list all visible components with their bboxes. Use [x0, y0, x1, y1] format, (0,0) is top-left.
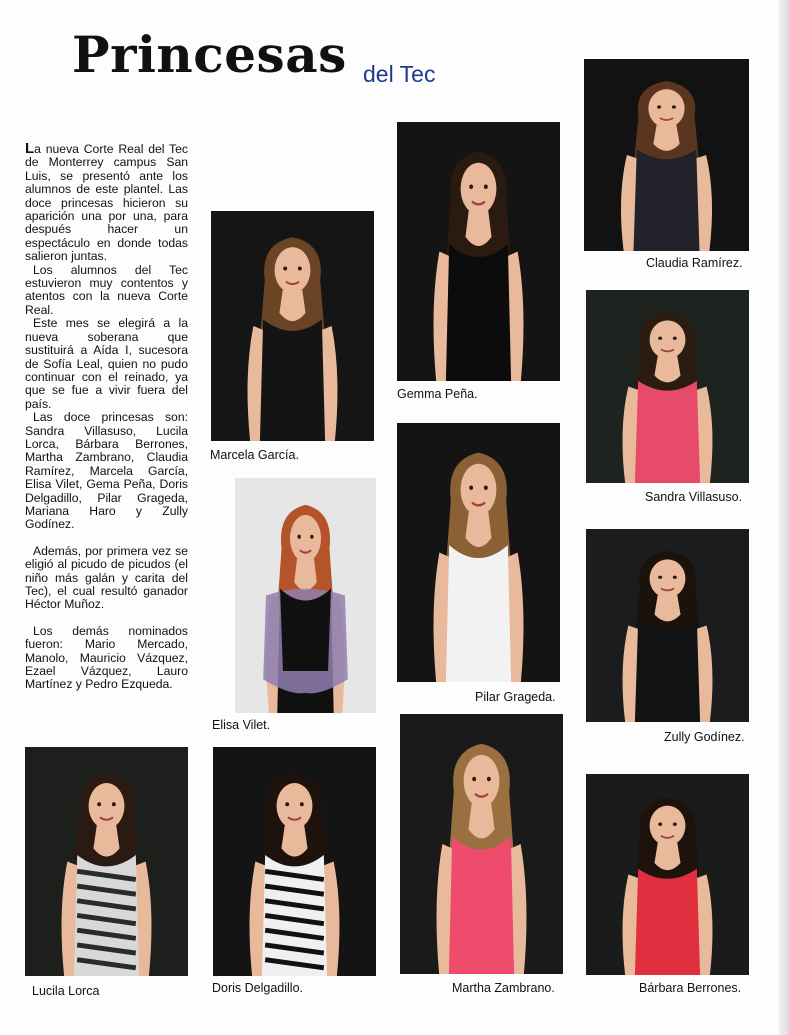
eye: [469, 486, 473, 490]
face: [650, 806, 686, 846]
neck: [653, 125, 679, 151]
photo-lucila-lorca: [25, 747, 188, 976]
photo-sandra-villasuso: [586, 290, 749, 483]
portrait-illustration: [397, 122, 560, 381]
photo-pilar-grageda: [397, 423, 560, 682]
eye: [487, 777, 491, 781]
face: [275, 247, 311, 293]
eye: [97, 802, 101, 806]
neck: [654, 843, 680, 870]
eye: [285, 802, 289, 806]
caption-elisa-vilet: Elisa Vilet.: [212, 718, 271, 732]
caption-pilar-grageda: Pilar Grageda.: [475, 690, 556, 704]
photo-marcela-garcia: [211, 211, 374, 441]
eye: [658, 576, 662, 579]
portrait-illustration: [213, 747, 376, 976]
face: [650, 320, 686, 359]
photo-martha-zambrano: [400, 714, 563, 974]
portrait-illustration: [586, 774, 749, 975]
dress: [634, 150, 700, 251]
portrait-illustration: [584, 59, 749, 251]
neck: [468, 803, 494, 838]
face: [464, 755, 500, 807]
page-title: Princesas: [72, 25, 347, 84]
eye: [484, 185, 488, 189]
eye: [658, 823, 662, 826]
dress: [635, 381, 700, 483]
page-subtitle: del Tec: [363, 61, 436, 87]
caption-sandra-villasuso: Sandra Villasuso.: [645, 490, 743, 504]
eye: [300, 802, 304, 806]
face: [277, 783, 313, 829]
article-paragraph-1-rest: a nueva Corte Real del Tec de Monterrey campus San Luis, se presentó ante los alumnos de este plantel. Las doce princesas hicieron su aparición una por una, para después hacer un espectáculo en donde todas salieron juntas.: [25, 142, 188, 264]
neck: [654, 595, 680, 621]
face: [461, 163, 497, 215]
eye: [469, 185, 473, 189]
eye: [472, 777, 476, 781]
dress: [446, 244, 511, 381]
neck: [294, 559, 317, 591]
face: [89, 783, 125, 829]
dropcap: L: [25, 140, 35, 157]
neck: [281, 826, 307, 857]
article-paragraph-4: Las doce princesas son: Sandra Villasuso, Lucila Lorca, Bárbara Berrones, Martha Zambrano, Claudia Ramírez, Marcela García, Elisa Vilet, Gema Peña, Doris Delgadillo, Pilar Grageda, Mariana Haro y Zully Godínez.: [25, 410, 188, 532]
portrait-illustration: [211, 211, 374, 441]
portrait-illustration: [235, 478, 376, 713]
article-paragraph-3: Este mes se elegirá a la nueva soberana que sustituirá a Aída I, sucesora de Sofía Leal, quien no pudo continuar con el reinado, ya que se fue a vivir fuera del país.: [25, 316, 188, 411]
dress: [449, 837, 514, 974]
portrait-illustration: [397, 423, 560, 682]
face: [290, 515, 321, 562]
eye: [298, 267, 302, 271]
caption-martha-zambrano: Martha Zambrano.: [452, 981, 555, 995]
neck: [654, 356, 680, 382]
face: [461, 464, 497, 516]
portrait-illustration: [586, 290, 749, 483]
eye: [657, 105, 661, 108]
dress: [635, 869, 700, 975]
article-paragraph-2: Los alumnos del Tec estuvieron muy contentos y atentos con la nueva Corte Real.: [25, 262, 188, 317]
photo-doris-delgadillo: [213, 747, 376, 976]
caption-barbara-berrones: Bárbara Berrones.: [639, 981, 742, 995]
photo-claudia-ramirez: [584, 59, 749, 251]
eye: [283, 267, 287, 271]
neck: [279, 290, 305, 321]
eye: [112, 802, 116, 806]
dress-under-shawl: [280, 589, 331, 671]
portrait-illustration: [25, 747, 188, 976]
face: [648, 89, 684, 127]
neck: [465, 211, 491, 246]
eye: [673, 337, 677, 340]
caption-doris-delgadillo: Doris Delgadillo.: [212, 981, 304, 995]
neck: [93, 826, 119, 857]
caption-lucila-lorca: Lucila Lorca: [32, 984, 100, 998]
photo-gemma-pena: [397, 122, 560, 381]
eye: [672, 105, 676, 108]
eye: [673, 576, 677, 579]
face: [650, 559, 686, 598]
portrait-illustration: [586, 529, 749, 722]
caption-claudia-ramirez: Claudia Ramírez.: [646, 256, 743, 270]
dress: [260, 319, 325, 441]
eye: [484, 486, 488, 490]
eye: [658, 337, 662, 340]
caption-marcela-garcia: Marcela García.: [210, 448, 299, 462]
page-edge: [779, 0, 789, 1035]
portrait-illustration: [400, 714, 563, 974]
photo-elisa-vilet: [235, 478, 376, 713]
photo-barbara-berrones: [586, 774, 749, 975]
article-text: [25, 142, 188, 692]
eye: [310, 535, 313, 539]
eye: [297, 535, 300, 539]
dress: [446, 545, 511, 682]
article-paragraph-5: Además, por primera vez se eligió al picudo de picudos (el niño más galán y carita del Tec), el cual resultó ganador Héctor Muñoz.: [25, 543, 188, 612]
article-paragraph-1: [25, 142, 188, 264]
article-paragraph-6: Los demás nominados fueron: Mario Mercado, Manolo, Mauricio Vázquez, Ezael Vázquez, Lauro Martínez y Pedro Ezqueda.: [25, 623, 188, 692]
dress: [635, 620, 700, 722]
eye: [673, 823, 677, 826]
neck: [465, 512, 491, 547]
photo-zully-godinez: [586, 529, 749, 722]
caption-gemma-pena: Gemma Peña.: [397, 387, 478, 401]
caption-zully-godinez: Zully Godínez.: [664, 730, 745, 744]
